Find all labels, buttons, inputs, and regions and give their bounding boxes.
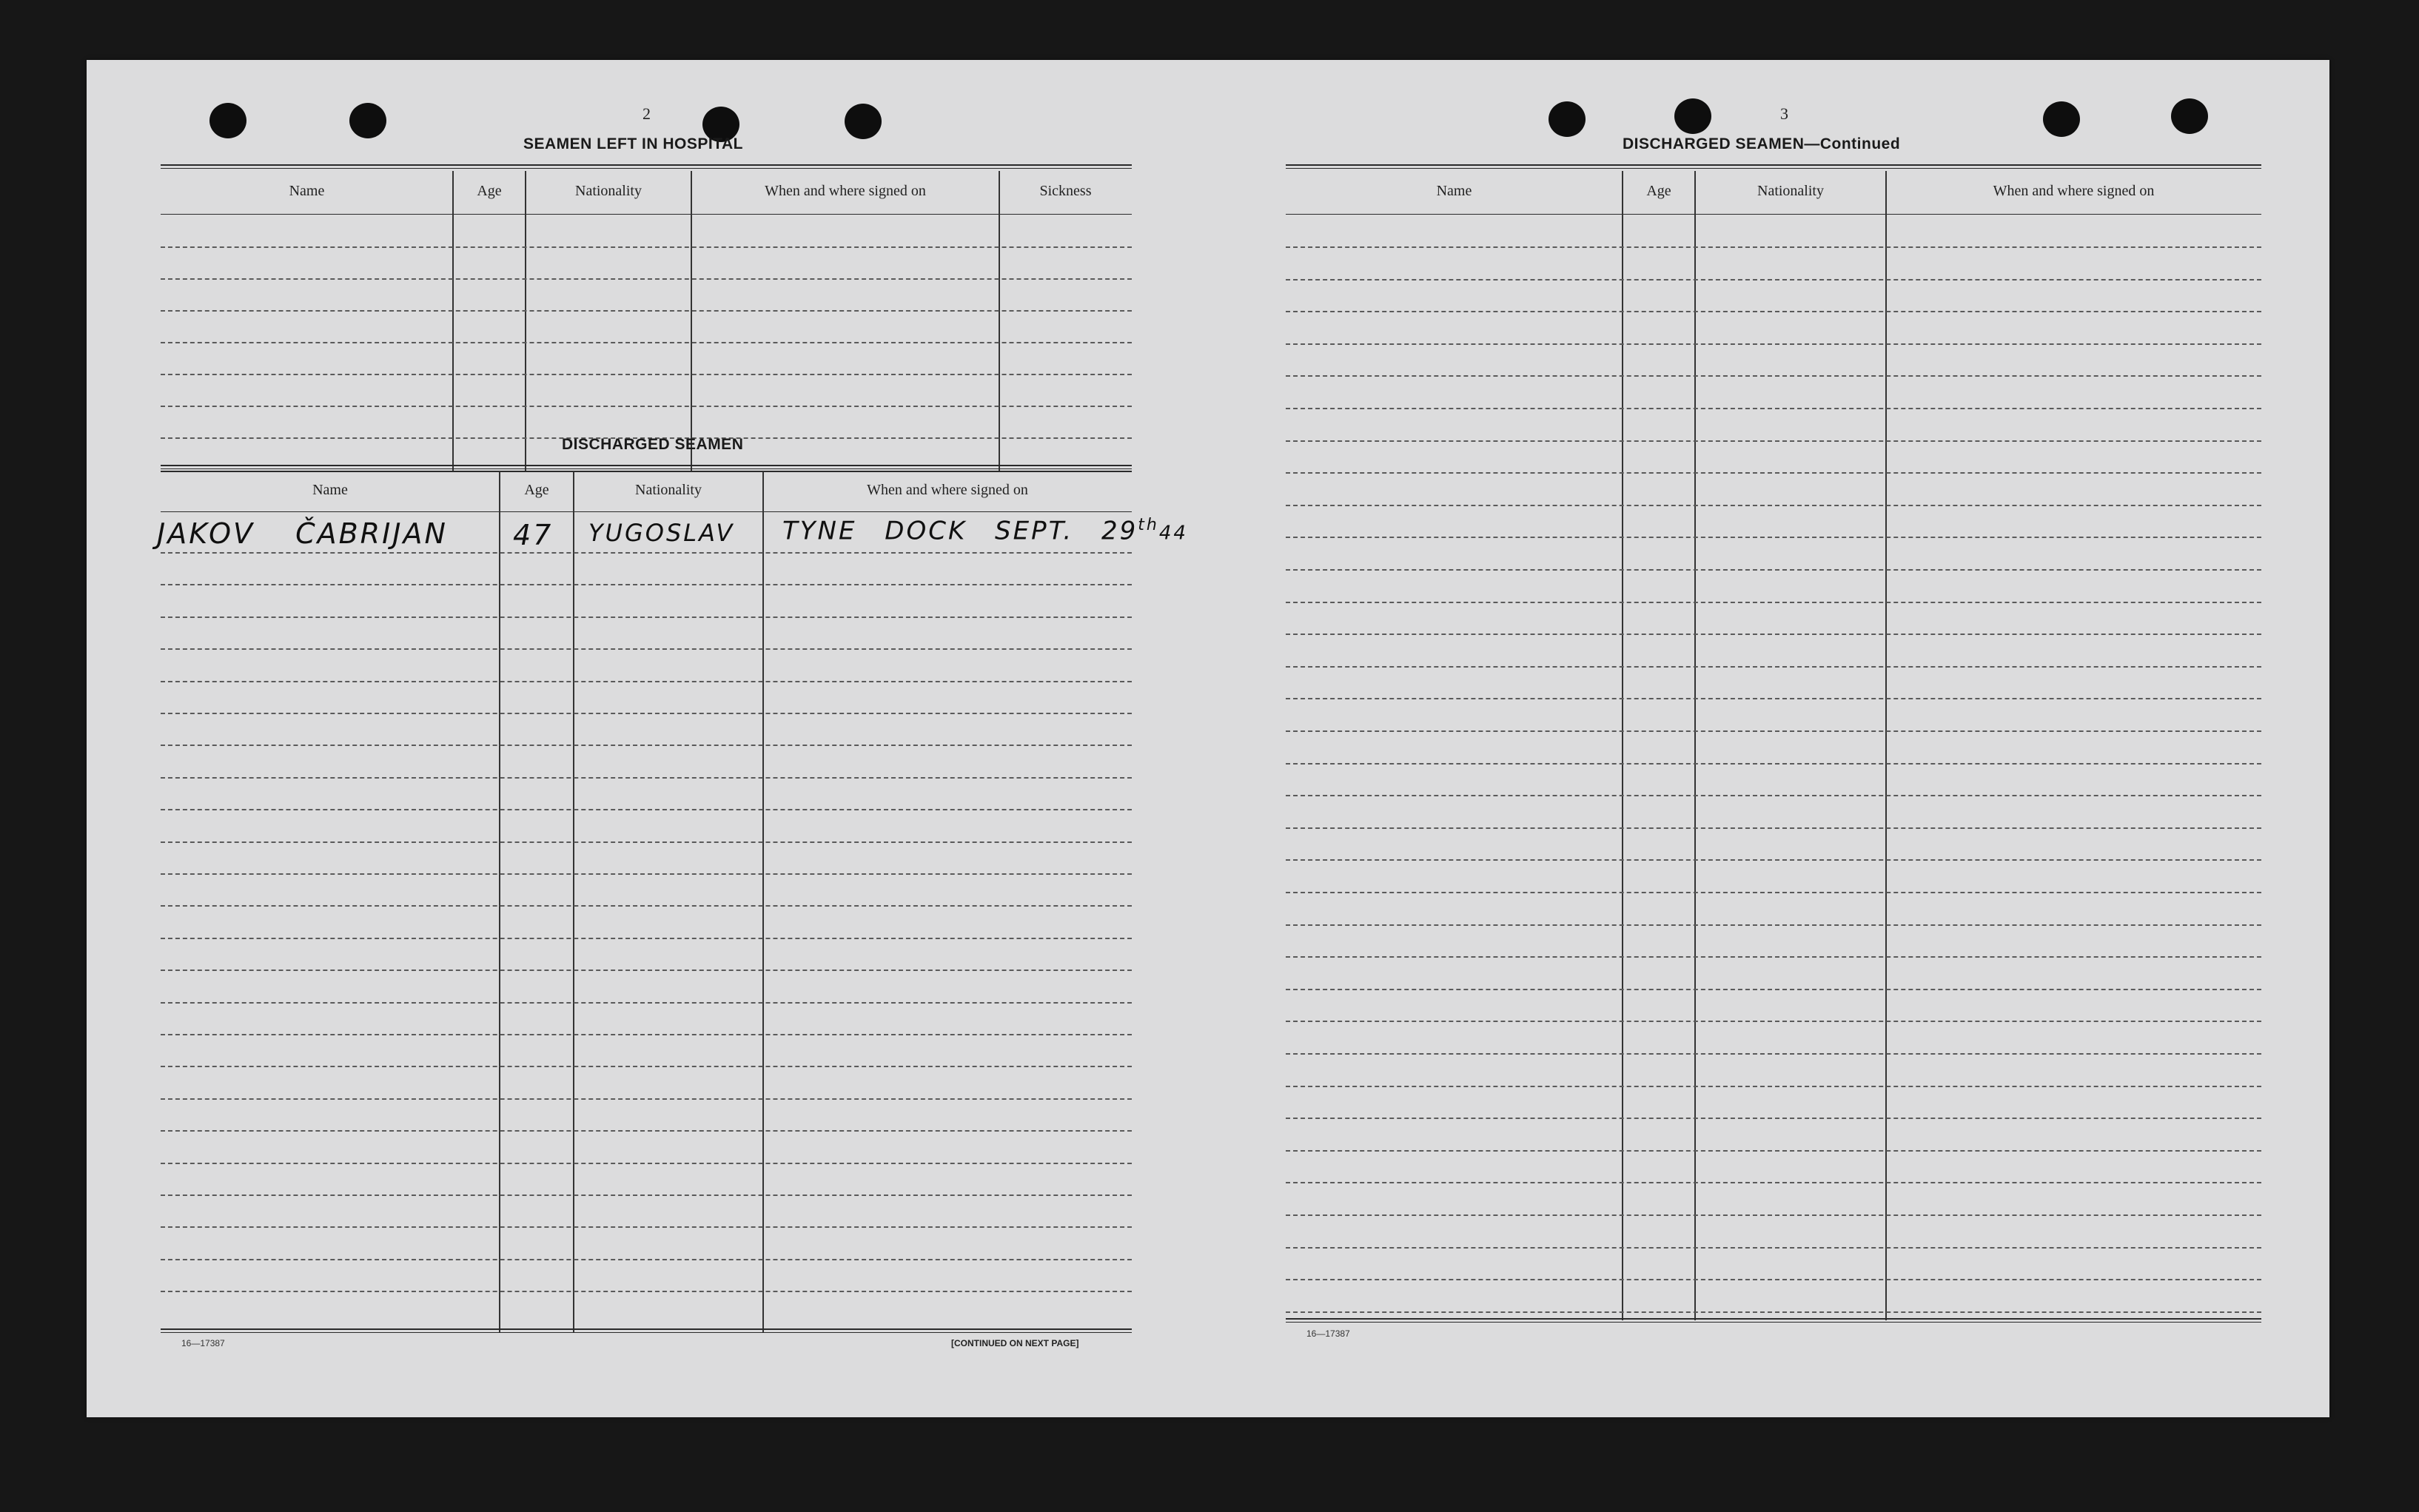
table-row — [161, 777, 1132, 779]
table-row — [161, 342, 1132, 343]
column-header-signed-on: When and where signed on — [1993, 183, 2155, 199]
table-row — [1286, 956, 2261, 958]
table-row — [161, 1195, 1132, 1196]
table-row — [1286, 569, 2261, 571]
table-row — [1286, 1214, 2261, 1216]
signed-on-year: 44 — [1158, 522, 1188, 545]
table-row — [161, 873, 1132, 875]
column-header-nationality: Nationality — [575, 183, 642, 199]
table-row — [1286, 763, 2261, 765]
form-code: 16—17387 — [181, 1338, 225, 1348]
table-row — [1286, 472, 2261, 474]
table-row — [161, 1034, 1132, 1035]
table-row — [161, 584, 1132, 585]
column-header-age: Age — [524, 482, 549, 498]
table-row — [161, 938, 1132, 939]
header-rule — [161, 511, 1132, 512]
column-header-name: Name — [289, 183, 325, 199]
page-number: 3 — [1780, 104, 1788, 123]
column-header-nationality: Nationality — [635, 482, 702, 498]
table-row — [161, 1163, 1132, 1164]
table-top-rule — [1286, 164, 2261, 169]
table-row — [1286, 311, 2261, 312]
table-row — [161, 841, 1132, 843]
table-row — [1286, 440, 2261, 442]
table-row — [1286, 730, 2261, 732]
punch-hole — [2171, 98, 2208, 134]
table-row — [161, 681, 1132, 682]
seaman-nationality: YUGOSLAV — [588, 519, 735, 547]
table-row — [1286, 602, 2261, 603]
table-row — [161, 1226, 1132, 1228]
table-row — [161, 1002, 1132, 1004]
seaman-signed-on — [782, 516, 1188, 545]
table-row — [161, 1098, 1132, 1100]
table-row — [1286, 827, 2261, 829]
table-row — [1286, 666, 2261, 668]
table-row — [1286, 1053, 2261, 1055]
header-rule — [161, 214, 1132, 215]
table-row — [1286, 892, 2261, 893]
punch-hole — [209, 103, 246, 138]
punch-hole — [349, 103, 386, 138]
section-title: DISCHARGED SEAMEN — [562, 436, 744, 453]
table-row — [161, 1259, 1132, 1260]
column-header-age: Age — [477, 183, 502, 199]
table-row — [1286, 375, 2261, 377]
table-row — [161, 905, 1132, 907]
table-row — [161, 406, 1132, 407]
table-row — [1286, 1279, 2261, 1280]
table-row — [161, 374, 1132, 375]
punch-hole — [1549, 101, 1586, 137]
signed-on-suffix: th — [1138, 516, 1159, 534]
table-row — [1286, 537, 2261, 538]
table-row — [161, 552, 1132, 554]
table-row — [1286, 859, 2261, 861]
table-bottom-rule — [161, 471, 1132, 472]
table-row — [161, 745, 1132, 746]
column-divider — [999, 171, 1000, 471]
table-row — [1286, 989, 2261, 990]
table-row — [1286, 505, 2261, 506]
column-header-name: Name — [312, 482, 348, 498]
table-top-rule — [161, 465, 1132, 469]
column-header-name: Name — [1436, 183, 1472, 199]
seaman-name: JAKOV ČABRIJAN — [157, 517, 448, 550]
table-row — [1286, 1118, 2261, 1119]
table-row — [1286, 698, 2261, 699]
column-divider — [573, 471, 574, 1332]
column-divider — [452, 171, 454, 471]
table-row — [1286, 246, 2261, 248]
table-row — [1286, 408, 2261, 409]
table-row — [1286, 634, 2261, 635]
document-sheet — [87, 60, 2329, 1417]
punch-hole — [2043, 101, 2080, 137]
table-row — [1286, 1021, 2261, 1022]
continued-note: [CONTINUED ON NEXT PAGE] — [951, 1338, 1079, 1348]
section-title-main: DISCHARGED SEAMEN — [1623, 135, 1805, 152]
signed-on-text: TYNE DOCK SEPT. 29 — [782, 516, 1138, 546]
table-row — [161, 1066, 1132, 1067]
table-row — [1286, 924, 2261, 926]
punch-hole — [845, 104, 882, 139]
table-bottom-rule — [1286, 1318, 2261, 1323]
table-row — [1286, 1247, 2261, 1249]
table-row — [161, 278, 1132, 280]
table-row — [161, 616, 1132, 618]
page-number: 2 — [643, 104, 651, 123]
table-bottom-rule — [161, 1328, 1132, 1333]
table-row — [161, 1291, 1132, 1292]
table-row — [1286, 1150, 2261, 1152]
table-row — [1286, 795, 2261, 796]
table-row — [1286, 1182, 2261, 1183]
table-row — [1286, 279, 2261, 280]
table-row — [1286, 1311, 2261, 1313]
column-divider — [691, 171, 692, 471]
column-divider — [762, 471, 764, 1332]
column-header-signed-on: When and where signed on — [867, 482, 1028, 498]
table-row — [1286, 343, 2261, 345]
table-row — [161, 809, 1132, 810]
column-header-signed-on: When and where signed on — [765, 183, 926, 199]
form-code: 16—17387 — [1306, 1328, 1350, 1339]
table-row — [161, 970, 1132, 971]
header-rule — [1286, 214, 2261, 215]
table-row — [161, 648, 1132, 650]
column-header-nationality: Nationality — [1757, 183, 1824, 199]
table-row — [161, 310, 1132, 312]
table-row — [1286, 1086, 2261, 1087]
column-divider — [499, 471, 500, 1332]
section-title-continued: —Continued — [1804, 135, 1901, 152]
section-title — [1623, 135, 1900, 153]
table-row — [161, 246, 1132, 248]
punch-hole — [1674, 98, 1711, 134]
table-row — [161, 713, 1132, 714]
column-divider — [525, 171, 526, 471]
column-header-sickness: Sickness — [1039, 183, 1092, 199]
column-header-age: Age — [1646, 183, 1671, 199]
table-row — [161, 1130, 1132, 1132]
table-top-rule — [161, 164, 1132, 169]
section-title: SEAMEN LEFT IN HOSPITAL — [523, 135, 743, 152]
seaman-age: 47 — [513, 519, 554, 551]
